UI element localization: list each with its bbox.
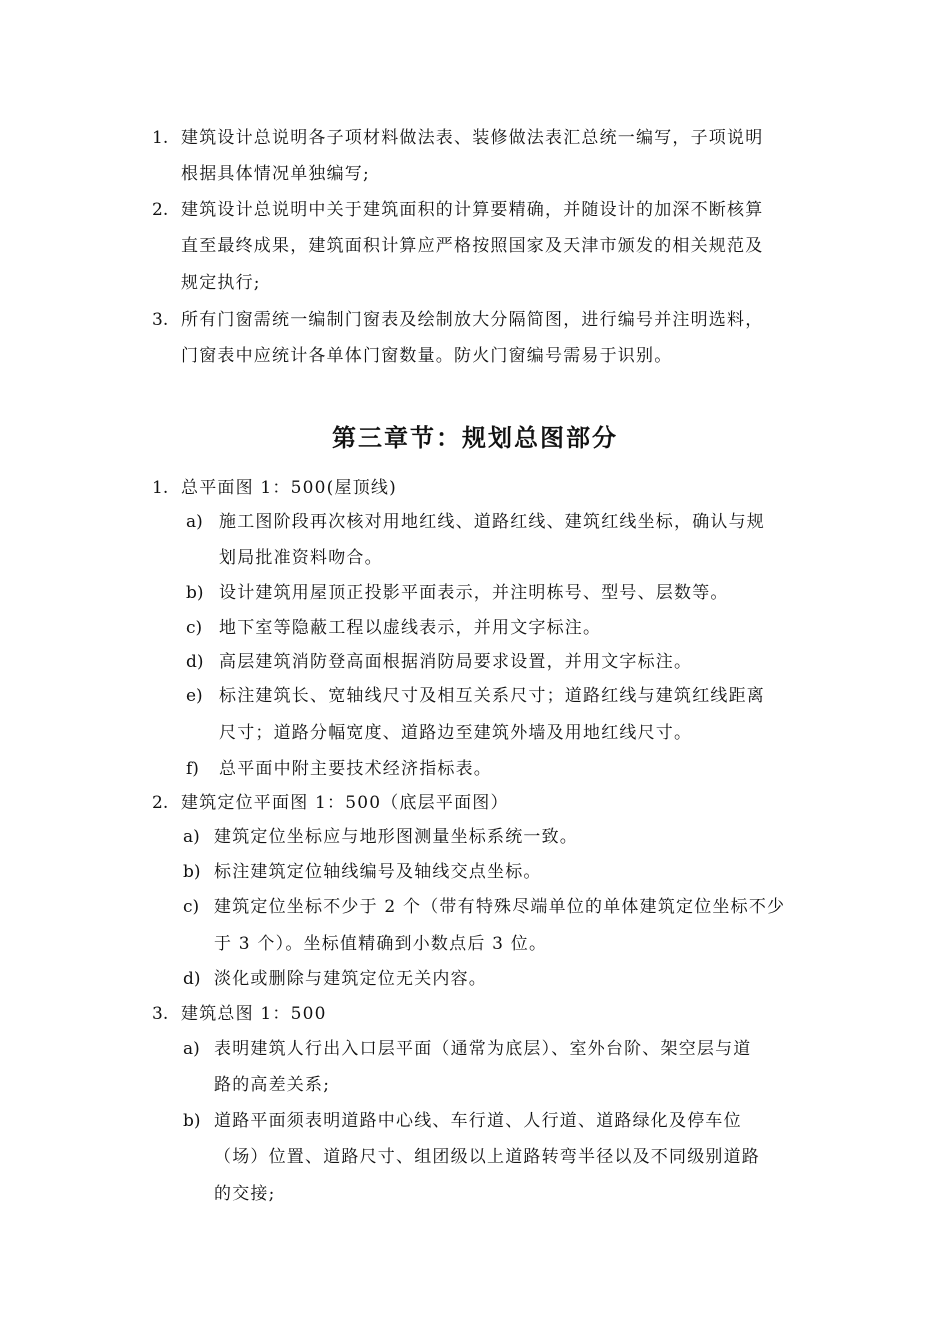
section-1-item-b-label: b) [186,583,204,603]
section-2-item-a-line-1: 建筑定位坐标应与地形图测量坐标系统一致。 [214,827,578,847]
section-2-item-d-line-1: 淡化或删除与建筑定位无关内容。 [214,969,487,989]
section-1-number: 1. [152,478,169,498]
section-1-item-e-line-1: 标注建筑长、宽轴线尺寸及相互关系尺寸；道路红线与建筑红线距离 [219,686,765,706]
section-3-item-a-line-2: 路的高差关系; [214,1075,331,1095]
intro-item-3-number: 3. [152,310,169,330]
section-3-item-b-line-2: （场）位置、道路尺寸、组团级以上道路转弯半径以及不同级别道路 [214,1147,760,1167]
section-3-title: 建筑总图 1：500 [181,1004,327,1024]
section-1-item-f-line-1: 总平面中附主要技术经济指标表。 [219,759,492,779]
section-1-item-e-line-2: 尺寸；道路分幅宽度、道路边至建筑外墙及用地红线尺寸。 [219,723,693,743]
section-3-item-b-label: b) [183,1111,201,1131]
intro-item-2-line-2: 直至最终成果，建筑面积计算应严格按照国家及天津市颁发的相关规范及 [181,236,764,256]
intro-item-1-line-1: 建筑设计总说明各子项材料做法表、装修做法表汇总统一编写，子项说明 [181,128,764,148]
section-3-item-b-line-3: 的交接; [214,1184,276,1204]
section-2-item-c-line-2: 于 3 个）。坐标值精确到小数点后 3 位。 [214,934,548,954]
section-1-item-c-label: c) [186,618,203,638]
section-2-item-d-label: d) [183,969,201,989]
intro-item-3-line-2: 门窗表中应统计各单体门窗数量。防火门窗编号需易于识别。 [181,346,673,366]
chapter-title: 第三章节：规划总图部分 [332,423,618,452]
section-3-item-b-line-1: 道路平面须表明道路中心线、车行道、人行道、道路绿化及停车位 [214,1111,742,1131]
intro-item-1-number: 1. [152,128,169,148]
section-1-item-d-label: d) [186,652,204,672]
section-1-item-a-line-1: 施工图阶段再次核对用地红线、道路红线、建筑红线坐标，确认与规 [219,512,765,532]
section-1-item-a-label: a) [186,512,203,532]
section-1-item-c-line-1: 地下室等隐蔽工程以虚线表示，并用文字标注。 [219,618,602,638]
section-1-item-e-label: e) [186,686,203,706]
intro-item-3-line-1: 所有门窗需统一编制门窗表及绘制放大分隔简图，进行编号并注明选料， [181,310,764,330]
section-1-item-a-line-2: 划局批准资料吻合。 [219,548,383,568]
section-2-number: 2. [152,793,169,813]
intro-item-2-line-1: 建筑设计总说明中关于建筑面积的计算要精确，并随设计的加深不断核算 [181,200,764,220]
section-3-item-a-label: a) [183,1039,200,1059]
section-2-item-b-line-1: 标注建筑定位轴线编号及轴线交点坐标。 [214,862,542,882]
section-2-item-c-label: c) [183,897,200,917]
section-1-item-f-label: f) [186,759,199,779]
section-1-item-d-line-1: 高层建筑消防登高面根据消防局要求设置，并用文字标注。 [219,652,693,672]
intro-item-2-line-3: 规定执行; [181,273,261,293]
section-2-item-b-label: b) [183,862,201,882]
section-2-item-c-line-1: 建筑定位坐标不少于 2 个（带有特殊尽端单位的单体建筑定位坐标不少 [214,897,786,917]
section-3-item-a-line-1: 表明建筑人行出入口层平面（通常为底层）、室外台阶、架空层与道 [214,1039,752,1059]
section-1-item-b-line-1: 设计建筑用屋顶正投影平面表示，并注明栋号、型号、层数等。 [219,583,729,603]
section-3-number: 3. [152,1004,169,1024]
intro-item-2-number: 2. [152,200,169,220]
section-2-item-a-label: a) [183,827,200,847]
intro-item-1-line-2: 根据具体情况单独编写; [181,164,370,184]
section-1-title: 总平面图 1：500(屋顶线) [181,478,397,498]
section-2-title: 建筑定位平面图 1：500（底层平面图） [181,793,509,813]
